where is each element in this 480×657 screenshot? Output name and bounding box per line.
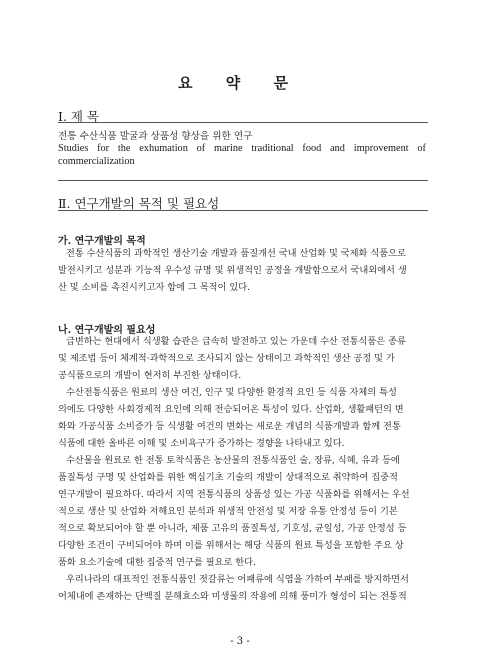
section-2-rule	[58, 210, 428, 211]
page-number: - 3 -	[230, 636, 250, 647]
section-1-bottom-rule	[58, 180, 428, 181]
paragraph-line: 발전시키고 성분과 기능적 우수성 규명 및 위생적인 공정을 개발함으로서 국내외에서 생	[58, 265, 407, 276]
subsection-a-body	[58, 245, 428, 296]
paragraph-line: 우리나라의 대표적인 전통식품인 젓갈류는 어패류에 식염을 가하여 부패를 방지하면서	[66, 574, 409, 585]
paragraph-line: 품질특성 구명 및 산업화를 위한 핵심기초 기술의 개발이 상대적으로 취약하여 집중적	[58, 472, 398, 483]
paragraph-line: 급변하는 현대에서 식생활 습관은 급속히 발전하고 있는 가운데 수산 전통식품은 종류	[66, 336, 406, 347]
subsection-b-heading: 나. 연구개발의 필요성	[58, 325, 156, 336]
paragraph-line: 식품에 대한 올바른 이해 및 소비욕구가 증가하는 경향을 나타내고 있다.	[58, 438, 345, 449]
paragraph-line: 의에도 다양한 사회경제적 요인에 의해 전승되어온 특성이 있다. 산업화, 생활패턴의 변	[58, 404, 404, 415]
subsection-b-body	[58, 333, 428, 605]
paragraph-line: 연구개발이 필요하다. 따라서 지역 전통식품의 상품성 있는 가공 식품화를 위해서는 우선	[58, 489, 410, 500]
section-1-rule	[58, 122, 428, 123]
paragraph-line: 및 제조법 등이 체계적·과학적으로 조사되지 않는 상태이고 과학적인 생산 공정 및 가	[58, 353, 395, 364]
paragraph-line: 적으로 생산 및 산업화 저해요인 분석과 위생적 안전성 및 저장 유통 안정성 등이 기본	[58, 506, 398, 517]
section-2-heading: Ⅱ. 연구개발의 목적 및 필요성	[58, 196, 220, 211]
paragraph-line: 공식품으로의 개발이 현저히 부진한 상태이다.	[58, 370, 242, 381]
paragraph-line: 어체내에 존재하는 단백질 분해효소와 미생물의 작용에 의해 풍미가 형성이 되는 전통적	[58, 591, 407, 602]
paragraph-line: 적으로 확보되어야 할 뿐 아니라, 제품 고유의 품질특성, 기호성, 균일성, 가공 안정성 등	[58, 523, 407, 534]
page-title: 요 약 문	[178, 74, 302, 92]
english-title: Studies for the exhumation of marine traditional food and improvement of commercialization	[58, 143, 426, 167]
paragraph-line: 다양한 조건이 구비되어야 하며 이를 위해서는 해당 식품의 원료 특성을 포함한 주요 상	[58, 540, 404, 551]
paragraph-line: 산 및 소비를 촉진시키고자 함에 그 목적이 있다.	[58, 282, 250, 293]
paragraph-line: 수산물을 원료로 한 전통 토착식품은 농산물의 전통식품인 술, 장류, 식혜, 유과 등에	[66, 455, 400, 466]
korean-title: 전통 수산식품 발굴과 상품성 향상을 위한 연구	[58, 131, 253, 142]
paragraph-line: 수산전통식품은 원료의 생산 여건, 인구 및 다양한 환경적 요인 등 식품 자체의 특성	[66, 387, 397, 398]
paragraph-line: 품화 요소기술에 대한 집중적 연구를 필요로 한다.	[58, 557, 256, 568]
subsection-a-heading: 가. 연구개발의 목적	[58, 236, 146, 247]
paragraph-line: 전통 수산식품의 과학적인 생산기술 개발과 품질개선 국내 산업화 및 국제화 식품으로	[66, 248, 406, 259]
paragraph-line: 화와 가공식품 소비증가 등 식생활 여건의 변화는 새로운 개념의 식품개발과 함께 전통	[58, 421, 401, 432]
section-1-heading: Ⅰ. 제 목	[58, 109, 100, 124]
